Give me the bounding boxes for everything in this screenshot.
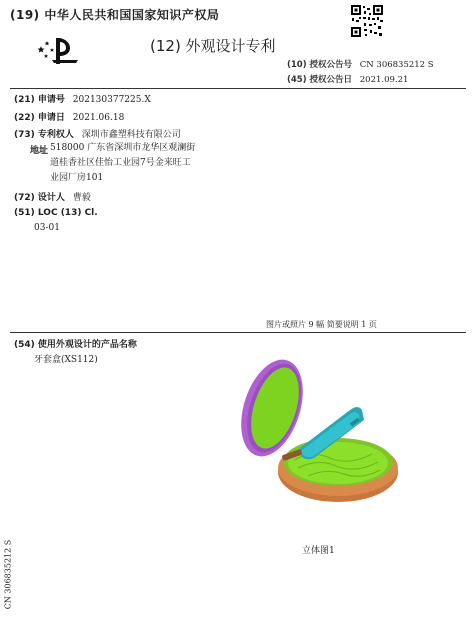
application-number: 202130377225.X [72,95,151,105]
address-line: 业园厂房101 [50,173,104,183]
notice-date-label: (45) 授权公告日 [287,75,353,85]
document-type: (12) 外观设计专利 [150,37,276,55]
application-number-field [14,92,151,105]
side-publication-number: CN 306835212 S [3,539,13,610]
application-number-label: (21) 申请号 [14,95,65,105]
address [50,141,195,186]
notice-date-line [287,73,408,85]
notice-number-line [287,58,434,70]
designer: 曹毅 [72,193,91,203]
figure-caption: 立体图1 [302,546,335,556]
pages-divider [10,332,466,333]
office-title: (19) 中华人民共和国国家知识产权局 [10,8,220,22]
address-label: 地址 [30,146,49,156]
notice-number: CN 306835212 S [359,60,434,70]
notice-date: 2021.09.21 [359,75,409,85]
loc-class [34,223,60,233]
patentee-label: (73) 专利权人 [14,130,74,140]
qr-code [350,4,384,38]
loc-field [14,208,98,218]
application-date-label: (22) 申请日 [14,113,65,123]
address-line: 518000 广东省深圳市龙华区观澜街 [50,143,196,153]
cnipa-logo [34,36,82,66]
product-perspective-figure [232,350,410,510]
designer-label: (72) 设计人 [14,193,65,203]
pages-note: 图片或照片 9 幅 简要说明 1 页 [266,320,377,329]
header-divider [10,88,466,89]
patentee: 深圳市鑫塑科技有限公司 [81,130,181,140]
loc-value: 03-01 [34,223,60,233]
application-date-field [14,110,124,123]
address-line: 道桂香社区佳怡工业园7号金来旺工 [50,158,191,168]
notice-number-label: (10) 授权公告号 [287,60,353,70]
product-name: 牙套盒(XS112) [34,355,98,365]
patentee-field [14,127,181,140]
designer-field [14,190,91,203]
product-name-label: (54) 使用外观设计的产品名称 [14,340,137,350]
application-date: 2021.06.18 [72,113,125,123]
loc-label: (51) LOC (13) Cl. [14,208,98,218]
